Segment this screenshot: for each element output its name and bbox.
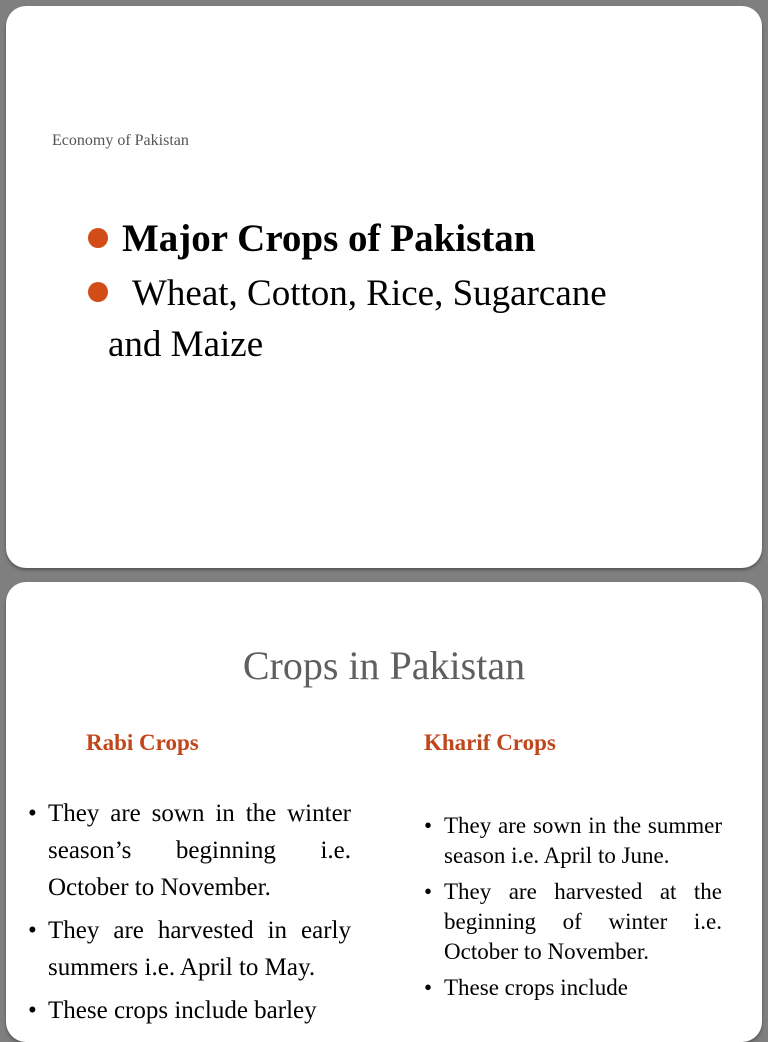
slide-title: Crops in Pakistan (242, 643, 526, 688)
list-item (26, 912, 351, 986)
bullet-icon: • (28, 800, 37, 827)
bullet-dot-icon (88, 228, 108, 248)
kharif-list (422, 811, 722, 1003)
list-item (26, 795, 351, 906)
list-item-text: They are harvested in early summers i.e. April to May. (48, 917, 351, 981)
slide-1 (6, 6, 762, 568)
list-item (422, 973, 722, 1003)
rabi-list (26, 795, 351, 1029)
list-item-text: These crops include barley (48, 997, 317, 1024)
list-item-text: These crops include (444, 975, 628, 1000)
rabi-heading: Rabi Crops (86, 730, 199, 755)
kharif-heading: Kharif Crops (424, 730, 556, 755)
bullet-text-line-1: Wheat, Cotton, Rice, Sugarcane (132, 273, 607, 314)
bullet-item-crop-list (88, 268, 728, 370)
bullet-icon: • (424, 879, 433, 904)
list-item (422, 877, 722, 967)
bullet-text-line-2: and Maize (108, 324, 264, 365)
bullet-icon: • (424, 975, 433, 1000)
bullet-icon: • (424, 813, 433, 838)
bullet-icon: • (28, 997, 37, 1024)
bullet-text: Major Crops of Pakistan (122, 217, 536, 260)
list-item (422, 811, 722, 871)
slide-subtitle: Economy of Pakistan (52, 132, 189, 149)
bullet-item-major-crops (88, 216, 728, 262)
bullet-dot-icon (88, 282, 108, 302)
list-item-text: They are harvested at the beginning of winter i.e. October to November. (444, 879, 722, 964)
list-item-text: They are sown in the summer season i.e. April to June. (444, 813, 722, 868)
slide-2 (6, 582, 762, 1042)
bullet-icon: • (28, 917, 37, 944)
list-item (26, 992, 351, 1029)
list-item-text: They are sown in the winter season’s beginning i.e. October to November. (48, 800, 351, 901)
bullet-list (88, 216, 728, 370)
